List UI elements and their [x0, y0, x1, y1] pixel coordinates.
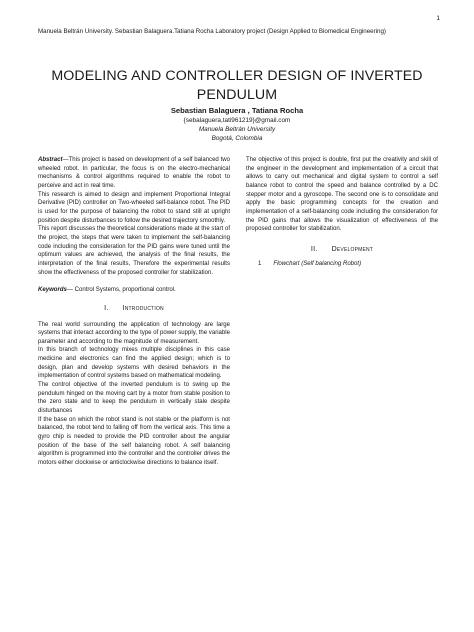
- objective-paragraph: The objective of this project is double, first put the creativity and skill of the engineer in the development and implementation of a circuit that allows to carry out mechanical and digital system to control a self balance robot to control the speed and balance controlled by a DC stepper motor and a gyroscope. The second one is to consolidate and apply the basic programming concepts for the creation and implementation of a self-balancing code including the consideration for the PID gains that allows the visualization of effectiveness of the proposed controller for stabilization.: [246, 157, 438, 233]
- left-column: [38, 156, 230, 468]
- section-title: Development: [331, 243, 374, 253]
- affiliation-block: [38, 117, 436, 144]
- section-heading-introduction: [38, 304, 230, 313]
- abstract-paragraph-1: [38, 156, 230, 191]
- right-column: [246, 156, 438, 268]
- keywords-dash: —: [66, 287, 73, 294]
- abstract-paragraph-2: This research is aimed to design and implement Proportional Integral Derivative (PID) controller on Two-wheeled self-balance robot. The PID is used for the purpose of balancing the robot to stand still at upright position despite disturbances to follow the desired trajectory smoothly.: [38, 191, 230, 224]
- section-number: II.: [310, 243, 318, 253]
- section-title: Introduction: [122, 302, 164, 312]
- figure-list-item: [258, 260, 438, 269]
- abstract-label: Abstract: [38, 157, 63, 163]
- page-number: 1: [436, 15, 440, 22]
- intro-paragraph-2: In this branch of technology mixes multiple disciplines in this case medicine and electronics can find the applied design; which is to design, plan and develop systems with desired behaviors in the implementation of control systems based on mathematical modeling.: [38, 347, 230, 380]
- abstract-dash: —: [62, 157, 69, 163]
- authors: Sebastian Balaguera , Tatiana Rocha: [170, 106, 304, 115]
- location: Bogotá, Colombia: [211, 134, 263, 142]
- figure-item-label: Flowchart (Self balancing Robot): [273, 260, 362, 267]
- author-emails: {sebalaguera,tati961219}@gmail.com: [183, 117, 291, 124]
- intro-paragraph-1: The real world surrounding the application of technology are large systems that interact according to the type of power supply, the variable parameter and according to the magnitude of measurement.: [38, 321, 230, 345]
- intro-paragraph-3: The control objective of the inverted pendulum is to swing up the pendulum hinged on the moving cart by a motor from stable position to the zero state and to keep the pendulum in vertically stale despite disturbances: [38, 382, 230, 415]
- running-header: Manuela Beltrán University. Sebastian Balaguera.Tatiana Rocha Laboratory project (Design Applied to Biomedical Engineering): [38, 28, 386, 35]
- figure-item-number: 1: [258, 260, 262, 267]
- intro-paragraph-4: If the base on which the robot stand is not stable or the platform is not balanced, the robot tend to falling off from the vertical axis. This time a gyro chip is needed to provide the PID controller about the angular position of the base of the self balancing robot. A self balancing algorithm is programmed into the controller and the controller drives the motors either clockwise or anticlockwise directions to balance itself.: [38, 416, 230, 466]
- section-number: I.: [104, 302, 109, 312]
- abstract-text-1: This project is based on development of a self balanced two wheeled robot. In particular, the focus is on the electro-mechanical mechanisms & control algorithms required to enable the robot to perceive and act in real time.: [38, 157, 230, 189]
- section-heading-development: [246, 245, 438, 254]
- paper-title: MODELING AND CONTROLLER DESIGN OF INVERTED PENDULUM: [51, 68, 423, 103]
- university-name: Manuela Beltrán University: [198, 125, 276, 133]
- keywords: [38, 286, 230, 295]
- keywords-text: Control Systems, proportional control.: [72, 287, 176, 294]
- abstract-paragraph-3: This report discusses the theoretical considerations made at the start of the project, the steps that were taken to implement the self-balancing code including the consideration for the PID gains were tuned until the optimum values are achieved, the analysis of the final results, the interpretation of the final results, Therefore the experimental results show the effectiveness of the proposed controller for stabilization.: [38, 226, 230, 276]
- keywords-label: Keywords: [38, 287, 67, 294]
